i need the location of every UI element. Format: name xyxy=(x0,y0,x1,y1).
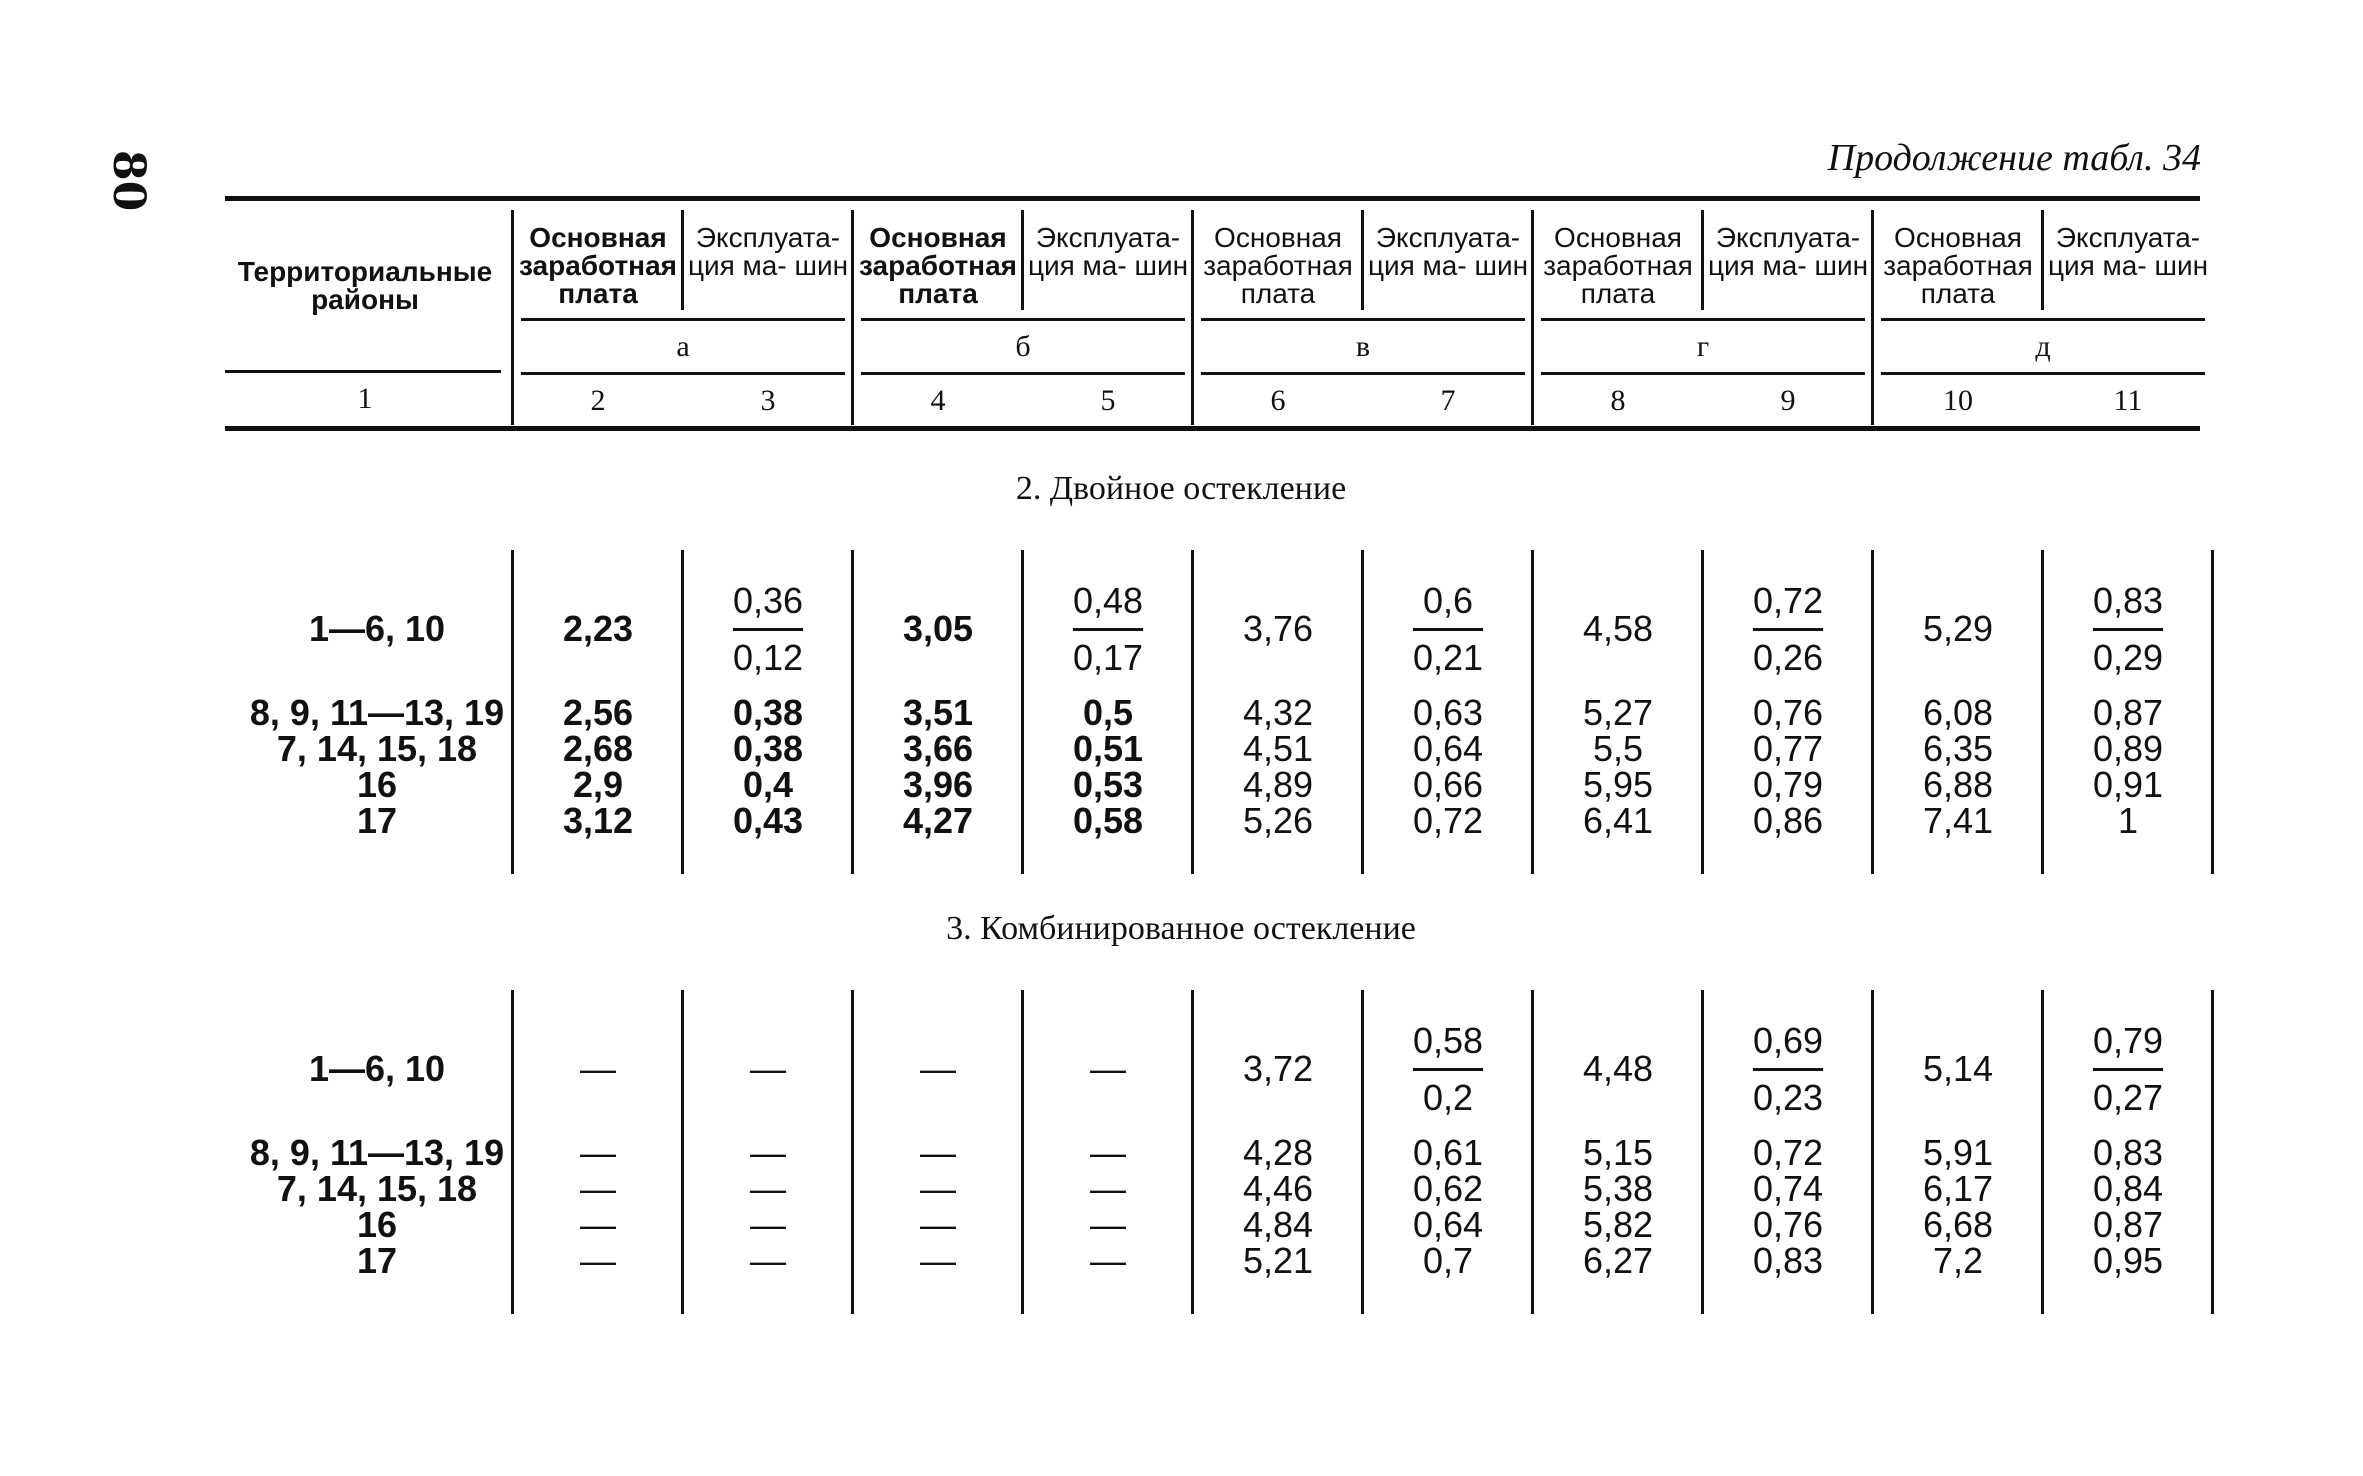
fraction-bar xyxy=(1413,1068,1483,1071)
row-label: 17 xyxy=(356,800,398,841)
group-underline xyxy=(1541,318,1865,321)
value-cell: — xyxy=(750,1168,786,1209)
value-cell: 0,95 xyxy=(2092,1240,2164,1281)
value-cell: — xyxy=(1090,1132,1126,1173)
value-cell: 0,72 xyxy=(1412,800,1484,841)
column-number: 2 xyxy=(590,384,606,417)
fraction-numerator: 0,72 xyxy=(1752,580,1824,621)
value-cell: 3,76 xyxy=(1242,608,1314,649)
value-cell: 6,17 xyxy=(1922,1168,1994,1209)
district-rule xyxy=(225,370,501,373)
group-underline xyxy=(521,318,845,321)
value-cell: 0,7 xyxy=(1422,1240,1474,1281)
value-cell: 3,05 xyxy=(902,608,974,649)
group-rule xyxy=(521,372,845,375)
value-cell: 0,58 xyxy=(1072,800,1144,841)
value-cell: — xyxy=(580,1240,616,1281)
value-cell: 0,91 xyxy=(2092,764,2164,805)
value-cell: — xyxy=(1090,1048,1126,1089)
fraction-denominator: 0,29 xyxy=(2092,637,2164,678)
value-cell: 3,96 xyxy=(902,764,974,805)
group-underline xyxy=(1881,318,2205,321)
header-divider xyxy=(2041,210,2044,310)
row-label: 7, 14, 15, 18 xyxy=(276,1168,478,1209)
column-number: 9 xyxy=(1780,384,1796,417)
value-cell: 5,27 xyxy=(1582,692,1654,733)
value-cell: 0,74 xyxy=(1752,1168,1824,1209)
fraction-bar xyxy=(733,628,803,631)
value-cell: — xyxy=(920,1168,956,1209)
value-cell: 0,72 xyxy=(1752,1132,1824,1173)
value-cell: 4,48 xyxy=(1582,1048,1654,1089)
fraction-denominator: 0,23 xyxy=(1752,1077,1824,1118)
value-cell: 0,5 xyxy=(1082,692,1134,733)
value-cell: 0,64 xyxy=(1412,1204,1484,1245)
value-cell: — xyxy=(750,1240,786,1281)
header-divider xyxy=(681,210,684,310)
value-cell: 0,62 xyxy=(1412,1168,1484,1209)
value-cell: 0,38 xyxy=(732,728,804,769)
fraction-denominator: 0,12 xyxy=(732,637,804,678)
value-cell: 3,66 xyxy=(902,728,974,769)
col-base-header: Основная заработная плата xyxy=(1543,222,1693,309)
value-cell: 3,51 xyxy=(902,692,974,733)
column-number: 3 xyxy=(760,384,776,417)
fraction-numerator: 0,83 xyxy=(2092,580,2164,621)
col-machines-header: Эксплуата- ция ма- шин xyxy=(687,222,849,281)
value-cell: 7,41 xyxy=(1922,800,1994,841)
value-cell: 0,83 xyxy=(2092,1132,2164,1173)
value-cell: — xyxy=(580,1204,616,1245)
fraction-numerator: 0,48 xyxy=(1072,580,1144,621)
value-cell: 0,4 xyxy=(742,764,794,805)
value-cell: — xyxy=(920,1048,956,1089)
header-divider xyxy=(1701,210,1704,310)
value-cell: 0,76 xyxy=(1752,692,1824,733)
value-cell: 5,21 xyxy=(1242,1240,1314,1281)
header-divider xyxy=(1021,210,1024,310)
col-base-header: Основная заработная плата xyxy=(518,222,678,309)
value-cell: — xyxy=(750,1048,786,1089)
fraction-numerator: 0,36 xyxy=(732,580,804,621)
col-base-header: Основная заработная плата xyxy=(1203,222,1353,309)
fraction-denominator: 0,2 xyxy=(1422,1077,1474,1118)
col-base-header: Основная заработная плата xyxy=(858,222,1018,309)
value-cell: — xyxy=(580,1168,616,1209)
value-cell: 6,08 xyxy=(1922,692,1994,733)
column-number: 1 xyxy=(357,382,373,415)
group-underline xyxy=(861,318,1185,321)
value-cell: 6,35 xyxy=(1922,728,1994,769)
value-cell: 4,58 xyxy=(1582,608,1654,649)
column-number: 8 xyxy=(1610,384,1626,417)
value-cell: 0,53 xyxy=(1072,764,1144,805)
column-number: 10 xyxy=(1943,384,1973,417)
value-cell: — xyxy=(1090,1240,1126,1281)
value-cell: 5,26 xyxy=(1242,800,1314,841)
fraction-cell xyxy=(2043,580,2213,679)
value-cell: — xyxy=(1090,1204,1126,1245)
value-cell: 1 xyxy=(2117,800,2139,841)
value-cell: 0,84 xyxy=(2092,1168,2164,1209)
fraction-denominator: 0,21 xyxy=(1412,637,1484,678)
table-top-rule xyxy=(225,196,2200,201)
col-base-header: Основная заработная плата xyxy=(1883,222,2033,309)
value-cell: 0,89 xyxy=(2092,728,2164,769)
value-cell: 5,38 xyxy=(1582,1168,1654,1209)
row-label: 16 xyxy=(356,1204,398,1245)
value-cell: 4,46 xyxy=(1242,1168,1314,1209)
value-cell: 5,82 xyxy=(1582,1204,1654,1245)
fraction-cell xyxy=(1363,580,1533,679)
fraction-cell xyxy=(1023,580,1193,679)
group-rule xyxy=(861,372,1185,375)
value-cell: 0,64 xyxy=(1412,728,1484,769)
group-letter: в xyxy=(1355,330,1371,363)
value-cell: 0,79 xyxy=(1752,764,1824,805)
fraction-numerator: 0,58 xyxy=(1412,1020,1484,1061)
group-letter: д xyxy=(2035,330,2051,363)
value-cell: 0,83 xyxy=(1752,1240,1824,1281)
row-label: 17 xyxy=(356,1240,398,1281)
row-label: 1—6, 10 xyxy=(308,608,446,649)
fraction-bar xyxy=(1753,628,1823,631)
row-label: 1—6, 10 xyxy=(308,1048,446,1089)
section-title: 3. Комбинированное остекление xyxy=(946,910,1416,947)
value-cell: 4,51 xyxy=(1242,728,1314,769)
column-number: 6 xyxy=(1270,384,1286,417)
value-cell: — xyxy=(750,1204,786,1245)
fraction-cell xyxy=(683,580,853,679)
value-cell: 2,56 xyxy=(562,692,634,733)
value-cell: 5,14 xyxy=(1922,1048,1994,1089)
fraction-numerator: 0,79 xyxy=(2092,1020,2164,1061)
value-cell: 2,9 xyxy=(572,764,624,805)
row-label: 8, 9, 11—13, 19 xyxy=(249,692,505,733)
value-cell: 7,2 xyxy=(1932,1240,1984,1281)
fraction-denominator: 0,17 xyxy=(1072,637,1144,678)
group-letter: б xyxy=(1015,330,1031,363)
value-cell: — xyxy=(1090,1168,1126,1209)
fraction-bar xyxy=(1073,628,1143,631)
column-number: 5 xyxy=(1100,384,1116,417)
value-cell: 6,88 xyxy=(1922,764,1994,805)
group-letter: г xyxy=(1696,330,1710,363)
fraction-numerator: 0,69 xyxy=(1752,1020,1824,1061)
value-cell: — xyxy=(920,1240,956,1281)
fraction-cell xyxy=(1703,1020,1873,1119)
value-cell: 2,23 xyxy=(562,608,634,649)
group-rule xyxy=(1201,372,1525,375)
value-cell: 5,29 xyxy=(1922,608,1994,649)
fraction-denominator: 0,26 xyxy=(1752,637,1824,678)
value-cell: — xyxy=(580,1048,616,1089)
value-cell: 5,5 xyxy=(1592,728,1644,769)
column-number: 4 xyxy=(930,384,946,417)
group-rule xyxy=(1541,372,1865,375)
section-title: 2. Двойное остекление xyxy=(1015,470,1347,507)
fraction-bar xyxy=(1753,1068,1823,1071)
value-cell: 2,68 xyxy=(562,728,634,769)
value-cell: — xyxy=(920,1132,956,1173)
group-letter: а xyxy=(676,330,690,363)
col-machines-header: Эксплуата- ция ма- шин xyxy=(2047,222,2209,281)
value-cell: 0,76 xyxy=(1752,1204,1824,1245)
value-cell: 3,12 xyxy=(562,800,634,841)
value-cell: — xyxy=(750,1132,786,1173)
value-cell: 5,15 xyxy=(1582,1132,1654,1173)
col-machines-header: Эксплуата- ция ма- шин xyxy=(1027,222,1189,281)
value-cell: 0,51 xyxy=(1072,728,1144,769)
value-cell: — xyxy=(580,1132,616,1173)
value-cell: 0,61 xyxy=(1412,1132,1484,1173)
value-cell: 5,91 xyxy=(1922,1132,1994,1173)
value-cell: 0,87 xyxy=(2092,1204,2164,1245)
value-cell: 0,43 xyxy=(732,800,804,841)
value-cell: 4,84 xyxy=(1242,1204,1314,1245)
column-number: 7 xyxy=(1440,384,1456,417)
fraction-cell xyxy=(1703,580,1873,679)
value-cell: 4,27 xyxy=(902,800,974,841)
fraction-cell xyxy=(1363,1020,1533,1119)
header-divider xyxy=(1361,210,1364,310)
page-number: 80 xyxy=(103,150,154,212)
value-cell: 0,66 xyxy=(1412,764,1484,805)
continuation-title: Продолжение табл. 34 xyxy=(1827,137,2201,179)
fraction-bar xyxy=(1413,628,1483,631)
value-cell: 4,32 xyxy=(1242,692,1314,733)
fraction-bar xyxy=(2093,628,2163,631)
value-cell: 6,41 xyxy=(1582,800,1654,841)
district-header: Территориальные районы xyxy=(237,256,493,315)
fraction-numerator: 0,6 xyxy=(1422,580,1474,621)
value-cell: 3,72 xyxy=(1242,1048,1314,1089)
group-rule xyxy=(1881,372,2205,375)
value-cell: 6,68 xyxy=(1922,1204,1994,1245)
value-cell: 0,87 xyxy=(2092,692,2164,733)
col-machines-header: Эксплуата- ция ма- шин xyxy=(1707,222,1869,281)
fraction-bar xyxy=(2093,1068,2163,1071)
value-cell: 6,27 xyxy=(1582,1240,1654,1281)
row-label: 8, 9, 11—13, 19 xyxy=(249,1132,505,1173)
value-cell: 0,86 xyxy=(1752,800,1824,841)
header-bottom-rule xyxy=(225,426,2200,431)
value-cell: 4,89 xyxy=(1242,764,1314,805)
value-cell: 0,63 xyxy=(1412,692,1484,733)
row-label: 7, 14, 15, 18 xyxy=(276,728,478,769)
value-cell: 0,38 xyxy=(732,692,804,733)
value-cell: 5,95 xyxy=(1582,764,1654,805)
col-machines-header: Эксплуата- ция ма- шин xyxy=(1367,222,1529,281)
group-underline xyxy=(1201,318,1525,321)
column-number: 11 xyxy=(2113,384,2143,417)
value-cell: 0,77 xyxy=(1752,728,1824,769)
fraction-denominator: 0,27 xyxy=(2092,1077,2164,1118)
row-label: 16 xyxy=(356,764,398,805)
value-cell: — xyxy=(920,1204,956,1245)
value-cell: 4,28 xyxy=(1242,1132,1314,1173)
fraction-cell xyxy=(2043,1020,2213,1119)
